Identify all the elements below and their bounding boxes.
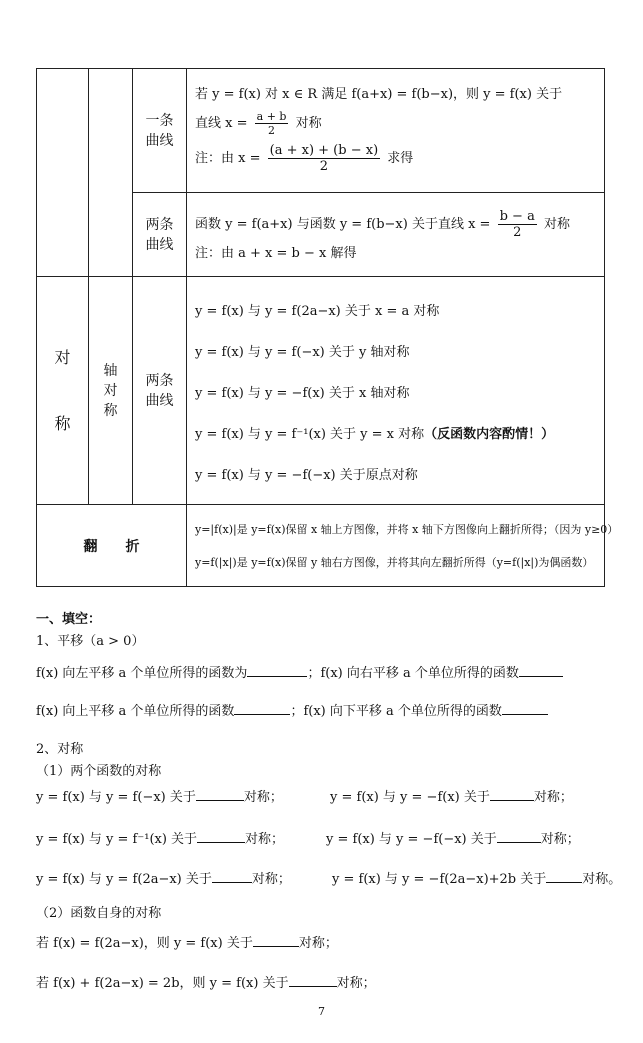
table-row [37, 69, 605, 193]
symmetry-line: y = f(x) 与 y = −f(−x) 关于原点对称 [195, 468, 418, 483]
symmetry-exercise-line-1-right: y = f(x) 与 y = −f(x) 关于 对称； [330, 790, 573, 805]
axis-symmetry-content [187, 277, 605, 505]
blank [546, 870, 582, 883]
fraction: $\frac{(a + x) + (b - x)}{2}$ [269, 143, 379, 174]
fold-content [187, 505, 619, 587]
row-label-two-curves: 两条 曲线 [133, 277, 187, 505]
table-cell-empty [37, 69, 89, 277]
blank [490, 788, 534, 801]
fold-line-1: y=|f(x)|是 y=f(x)保留 x 轴上方图像，并将 x 轴下方图像向上翻折所得；（因为 y≥0） [195, 522, 619, 536]
symmetry-exercise-line-3-right: y = f(x) 与 y = −f(2a−x)+2b 关于 对称。 [332, 872, 622, 887]
one-curve-line-1: 若 y = f(x) 对 x ∈ R 满足 f(a+x) = f(b−x)，则 y = f(x) 关于 [195, 87, 563, 102]
subsection-two-functions: （1）两个函数的对称 [36, 764, 162, 779]
table-row [37, 277, 605, 505]
blank [497, 830, 541, 843]
inverse-note: （反函数内容酌情！） [424, 427, 555, 442]
blank [289, 974, 337, 987]
row-label-fold: 翻 折 [37, 505, 187, 587]
self-symmetry-line-2: 若 f(x) + f(2a−x) = 2b，则 y = f(x) 关于 对称； [36, 976, 376, 991]
self-symmetry-line-1: 若 f(x) = f(2a−x)，则 y = f(x) 关于 对称； [36, 936, 338, 951]
fraction: $\frac{b - a}{2}$ [499, 208, 535, 240]
blank [247, 664, 307, 677]
symmetry-line: y = f(x) 与 y = f⁻¹(x) 关于 y = x 对称（反函数内容酌情！） [195, 427, 555, 442]
blank [253, 934, 299, 947]
transform-table [36, 68, 619, 587]
symmetry-exercise-line-2: y = f(x) 与 y = f⁻¹(x) 关于 对称； [36, 832, 285, 847]
symmetry-exercise-line-3: y = f(x) 与 y = f(2a−x) 关于 对称； [36, 872, 291, 887]
fold-line-2: y=f(|x|)是 y=f(x)保留 y 轴右方图像，并将其向左翻折所得（y=f(|x|)为偶函数） [195, 555, 594, 569]
symmetry-exercise-line-2-right: y = f(x) 与 y = −f(−x) 关于 对称； [326, 832, 580, 847]
two-curves-note: 注：由 a + x = b − x 解得 [195, 245, 357, 261]
blank [519, 664, 563, 677]
category-label-symmetry: 对 称 [37, 277, 89, 505]
translation-line-2: f(x) 向上平移 a 个单位所得的函数 ；f(x) 向下平移 a 个单位所得的函数 [36, 700, 548, 719]
one-curve-line-2: 直线 x = $\frac{a + b}{2}$ 对称 [195, 110, 322, 137]
one-curve-note: 注：由 x = $\frac{(a + x) + (b - x)}{2}$ 求得 [195, 143, 414, 174]
fraction: $\frac{a + b}{2}$ [256, 110, 287, 137]
table-cell-empty [89, 69, 133, 277]
symmetry-exercise-line-1: y = f(x) 与 y = f(−x) 关于 对称； [36, 790, 283, 805]
one-curve-content [187, 69, 605, 193]
blank [212, 870, 252, 883]
symmetry-line: y = f(x) 与 y = −f(x) 关于 x 轴对称 [195, 386, 410, 401]
two-curves-content [187, 193, 605, 277]
row-label-two-curves: 两条 曲线 [133, 193, 187, 277]
blank [196, 788, 244, 801]
row-label-one-curve: 一条 曲线 [133, 69, 187, 193]
subsection-self-symmetry: （2）函数自身的对称 [36, 906, 162, 921]
blank [234, 702, 290, 715]
two-curves-line-1: 函数 y = f(a+x) 与函数 y = f(b−x) 关于直线 x = $\frac{b - a}{2}$ 对称 [195, 208, 570, 240]
table-row [37, 505, 605, 587]
section-symmetry: 2、对称 [36, 742, 84, 757]
page-number: 7 [318, 1005, 325, 1018]
blank [197, 830, 245, 843]
exercise-heading: 一、填空： [36, 612, 102, 627]
symmetry-line: y = f(x) 与 y = f(−x) 关于 y 轴对称 [195, 345, 410, 360]
translation-line-1: f(x) 向左平移 a 个单位所得的函数为 ；f(x) 向右平移 a 个单位所得的函数 [36, 662, 563, 681]
symmetry-line: y = f(x) 与 y = f(2a−x) 关于 x = a 对称 [195, 304, 440, 319]
category-label-axis-symmetry: 轴 对 称 [89, 277, 133, 505]
blank [502, 702, 548, 715]
section-translation: 1、平移（a > 0） [36, 634, 145, 649]
